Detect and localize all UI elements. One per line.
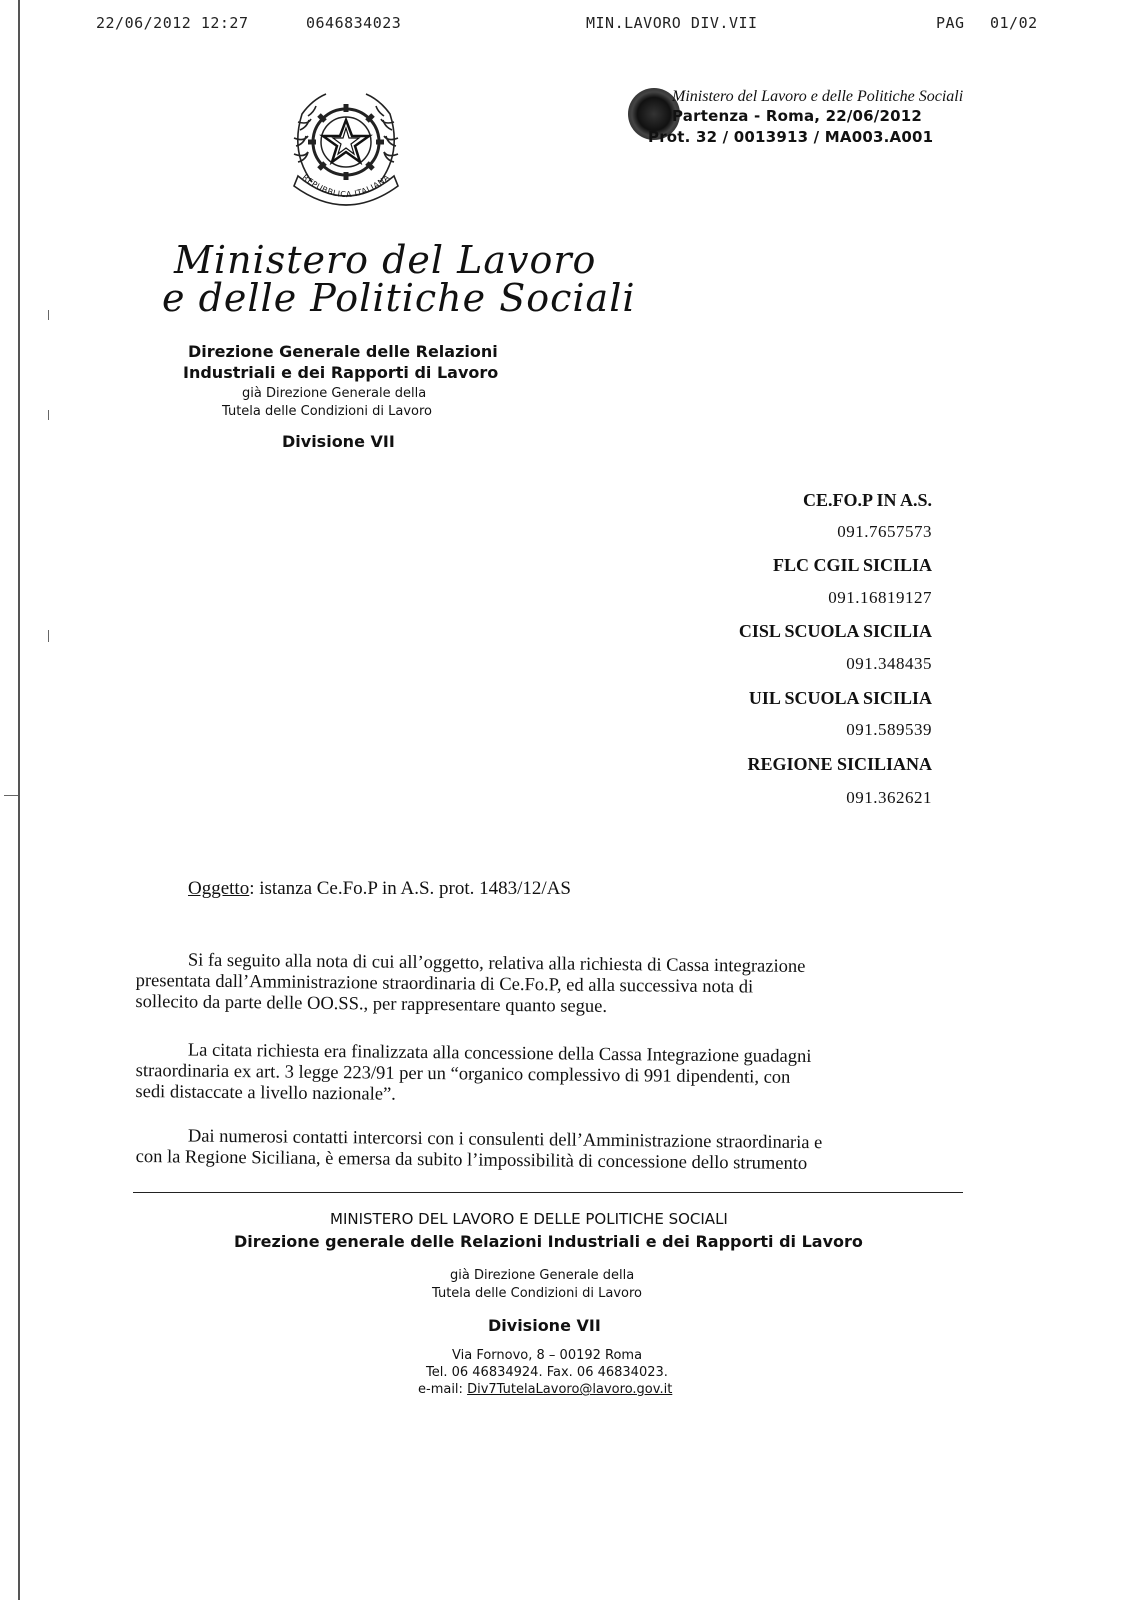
- body-line: straordinaria ex art. 3 legge 223/91 per un “organico complessivo di 991 dipendenti, con: [135, 1060, 791, 1088]
- subject-text: : istanza Ce.Fo.P in A.S. prot. 1483/12/AS: [249, 878, 572, 899]
- scan-mark: [48, 410, 49, 420]
- italian-republic-emblem-icon: [282, 82, 410, 214]
- fax-page-label: PAG: [936, 14, 965, 32]
- scan-margin-line: [18, 0, 20, 1600]
- recipient-name: UIL SCUOLA SICILIA: [748, 688, 932, 708]
- footer-phone-fax: Tel. 06 46834924. Fax. 06 46834023.: [426, 1365, 668, 1380]
- footer-direction: Direzione generale delle Relazioni Industriali e dei Rapporti di Lavoro: [234, 1232, 863, 1251]
- stamp-protocol: Prot. 32 / 0013913 / MA003.A001: [648, 128, 934, 146]
- body-line: Dai numerosi contatti intercorsi con i consulenti dell’Amministrazione straordinaria e: [187, 1126, 823, 1154]
- svg-text:REPUBBLICA ITALIANA: REPUBBLICA ITALIANA: [300, 172, 392, 200]
- recipient-fax: 091.589539: [846, 720, 932, 739]
- subject-label: Oggetto: [188, 878, 250, 899]
- fax-number: 0646834023: [306, 14, 402, 32]
- scan-mark: [48, 310, 49, 320]
- body-paragraph-3: [136, 1126, 924, 1176]
- footer-former-line2: Tutela delle Condizioni di Lavoro: [432, 1286, 642, 1301]
- footer-divider: [133, 1192, 963, 1193]
- footer-email-link[interactable]: Div7TutelaLavoro@lavoro.gov.it: [467, 1382, 673, 1397]
- body-paragraph-1: [135, 950, 924, 1021]
- recipient-name: FLC CGIL SICILIA: [772, 555, 932, 575]
- fax-sender: MIN.LAVORO DIV.VII: [586, 14, 758, 32]
- recipient-fax: 091.362621: [846, 788, 932, 807]
- division-label: Divisione VII: [282, 432, 395, 451]
- recipient-fax: 091.7657573: [837, 522, 932, 541]
- former-direction-line2: Tutela delle Condizioni di Lavoro: [222, 404, 432, 419]
- body-line: Si fa seguito alla nota di cui all’oggetto, relativa alla richiesta di Cassa integrazione: [187, 950, 806, 978]
- body-line: La citata richiesta era finalizzata alla concessione della Cassa Integrazione guadagni: [187, 1040, 812, 1068]
- footer-former-line1: già Direzione Generale della: [450, 1268, 635, 1283]
- recipient-name: REGIONE SICILIANA: [747, 754, 932, 774]
- footer-email-label: e-mail:: [418, 1382, 463, 1397]
- body-line: sollecito da parte delle OO.SS., per rappresentare quanto segue.: [135, 991, 608, 1017]
- direction-line2: Industriali e dei Rapporti di Lavoro: [183, 363, 499, 382]
- recipient-fax: 091.348435: [846, 654, 932, 673]
- body-paragraph-2: [135, 1040, 924, 1111]
- body-line: con la Regione Siciliana, è emersa da subito l’impossibilità di concessione dello strumento: [135, 1146, 808, 1175]
- direction-line1: Direzione Generale delle Relazioni: [188, 342, 498, 361]
- fax-page-number: 01/02: [990, 14, 1038, 32]
- recipient-name: CISL SCUOLA SICILIA: [738, 621, 932, 641]
- scan-mark: [4, 795, 18, 796]
- recipient-name: CE.FO.P IN A.S.: [802, 490, 932, 510]
- body-line: presentata dall’Amministrazione straordinaria di Ce.Fo.P, ed alla successiva nota di: [135, 970, 754, 998]
- footer-ministry: MINISTERO DEL LAVORO E DELLE POLITICHE SOCIALI: [330, 1210, 728, 1228]
- fax-datetime: 22/06/2012 12:27: [96, 14, 249, 32]
- letterhead-title-line1: Ministero del Lavoro: [174, 238, 597, 282]
- former-direction-line1: già Direzione Generale della: [242, 386, 427, 401]
- scan-mark: [48, 630, 49, 642]
- stamp-departure: Partenza - Roma, 22/06/2012: [672, 107, 923, 125]
- footer-division: Divisione VII: [488, 1316, 601, 1335]
- footer-email-line: [418, 1382, 672, 1397]
- letterhead-title-line2: e delle Politiche Sociali: [162, 276, 636, 320]
- recipient-fax: 091.16819127: [828, 588, 932, 607]
- footer-address: Via Fornovo, 8 – 00192 Roma: [452, 1348, 643, 1363]
- subject-line: [188, 878, 571, 900]
- body-line: sedi distaccate a livello nazionale”.: [135, 1081, 396, 1105]
- stamp-ministry: Ministero del Lavoro e delle Politiche Sociali: [672, 88, 964, 105]
